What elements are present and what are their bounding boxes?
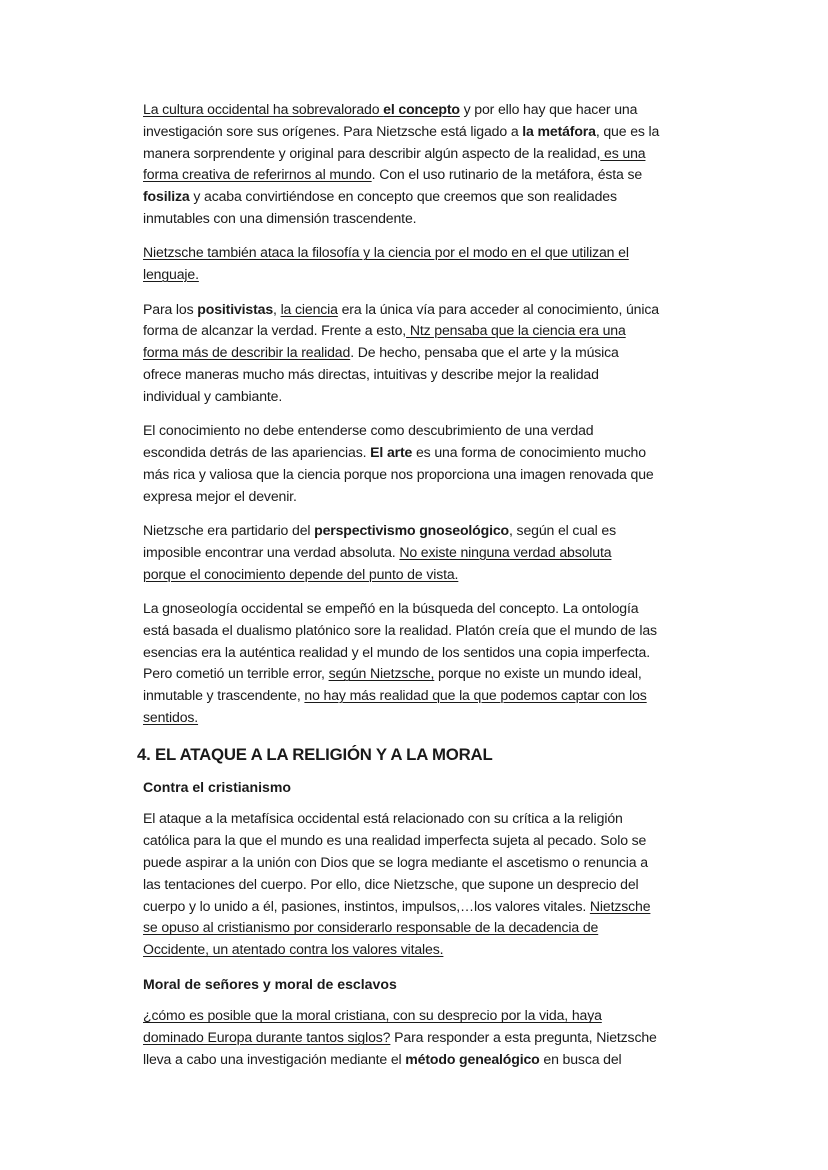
- text-line: [143, 830, 743, 852]
- bold-text: perspectivismo gnoseológico: [314, 521, 510, 538]
- text-run: las tentaciones del cuerpo. Por ello, dice Nietzsche, que supone un desprecio del: [143, 875, 639, 892]
- text-line: [143, 1005, 743, 1027]
- text-line: [143, 121, 743, 143]
- underlined-text: la ciencia: [280, 300, 338, 317]
- text-line: [143, 974, 743, 996]
- paragraph: [143, 242, 743, 286]
- text-run: ofrece maneras mucho más directas, intuitivas y describe mejor la realidad: [143, 365, 599, 382]
- text-run: , según el cual es: [509, 521, 617, 538]
- underlined-text: no hay más realidad que la que podemos captar con los: [304, 687, 647, 704]
- text-run: es una forma de conocimiento mucho: [412, 443, 646, 460]
- text-line: [143, 939, 743, 961]
- text-line: [143, 186, 743, 208]
- bold-text: método genealógico: [405, 1051, 540, 1068]
- text-run: está basada el dualismo platónico sore la realidad. Platón creía que el mundo de las: [143, 621, 657, 638]
- text-line: [143, 707, 743, 729]
- text-run: porque no existe un mundo ideal,: [434, 665, 642, 682]
- underlined-text: No existe ninguna verdad absoluta: [399, 543, 612, 560]
- underlined-text: Nietzsche también ataca la filosofía y la ciencia por el modo en el que utilizan el: [143, 244, 629, 261]
- text-line: [143, 99, 743, 121]
- text-line: [143, 542, 743, 564]
- text-line: [143, 264, 743, 286]
- text-line: [143, 777, 743, 799]
- text-line: [143, 364, 743, 386]
- text-run: lleva a cabo una investigación mediante el: [143, 1051, 406, 1068]
- text-line: [143, 663, 743, 685]
- underlined-text: dominado Europa durante tantos siglos?: [143, 1029, 391, 1046]
- text-line: [143, 642, 743, 664]
- text-run: en busca del: [539, 1051, 622, 1068]
- section-heading: [137, 743, 743, 767]
- text-line: [143, 852, 743, 874]
- text-run: manera sorprendente y original para describir algún aspecto de la realidad,: [143, 144, 601, 161]
- bold-text: la metáfora: [522, 122, 596, 139]
- underlined-text: sentidos.: [143, 708, 199, 725]
- text-run: escondida detrás de las apariencias.: [143, 443, 371, 460]
- underlined-text: porque el conocimiento depende del punto de vista.: [143, 565, 459, 582]
- text-run: cuerpo y lo unido a él, pasiones, instintos, impulsos,…los valores vitales.: [143, 897, 590, 914]
- text-line: [143, 386, 743, 408]
- underlined-text: La cultura occidental ha sobrevalorado: [143, 101, 384, 117]
- underlined-text: Occidente, un atentado contra los valores vitales.: [143, 941, 444, 958]
- bold-text: positivistas: [197, 300, 274, 317]
- text-run: individual y cambiante.: [143, 387, 283, 404]
- underlined-text: según Nietzsche,: [328, 665, 435, 682]
- underlined-text: Nietzsche: [589, 897, 651, 914]
- underlined-text: es una: [600, 144, 646, 161]
- text-run: . Con el uso rutinario de la metáfora, ésta se: [371, 166, 643, 183]
- text-run: inmutable y trascendente,: [143, 687, 305, 704]
- text-run: más rica y valiosa que la ciencia porque nos proporciona una imagen renovada que: [143, 465, 654, 482]
- text-run: inmutables con una dimensión trascendente.: [143, 209, 417, 226]
- underlined-text: se opuso al cristianismo por considerarlo responsable de la decadencia de: [143, 919, 599, 936]
- text-run: . De hecho, pensaba que el arte y la música: [350, 344, 619, 361]
- paragraph: [143, 598, 743, 729]
- text-run: La gnoseología occidental se empeñó en la búsqueda del concepto. La ontología: [143, 599, 639, 616]
- underlined-text: forma más de describir la realidad: [143, 344, 351, 361]
- text-run: El ataque a la metafísica occidental está relacionado con su crítica a la religión: [143, 810, 623, 827]
- bold-underlined-text: el concepto: [383, 101, 460, 117]
- text-line: [143, 442, 743, 464]
- text-line: [143, 486, 743, 508]
- text-line: [143, 896, 743, 918]
- text-run: forma de alcanzar la verdad. Frente a esto,: [143, 322, 407, 339]
- bold-text: El arte: [370, 443, 413, 460]
- paragraph: [143, 808, 743, 961]
- text-run: Moral de señores y moral de esclavos: [143, 975, 397, 992]
- document-page: [137, 99, 743, 1083]
- text-line: [143, 143, 743, 165]
- text-line: [143, 320, 743, 342]
- paragraph: [143, 420, 743, 507]
- text-line: [143, 620, 743, 642]
- subheading: [143, 777, 743, 799]
- text-run: Nietzsche era partidario del: [143, 521, 315, 538]
- text-run: esencias era la auténtica realidad y el mundo de los sentidos una copia imperfecta.: [143, 643, 650, 660]
- subheading: [143, 974, 743, 996]
- text-line: [143, 808, 743, 830]
- text-line: [143, 1027, 743, 1049]
- text-run: puede aspirar a la unión con Dios que se logra mediante el ascetismo o renuncia a: [143, 854, 648, 871]
- underlined-text: forma creativa de referirnos al mundo: [143, 166, 372, 183]
- text-run: 4. EL ATAQUE A LA RELIGIÓN Y A LA MORAL: [137, 744, 493, 764]
- text-run: , que es la: [595, 122, 660, 139]
- text-line: [143, 520, 743, 542]
- text-line: [143, 917, 743, 939]
- text-line: [143, 242, 743, 264]
- text-run: Para los: [143, 300, 198, 317]
- text-line: [143, 164, 743, 186]
- text-run: era la única vía para acceder al conocimiento, única: [337, 300, 659, 317]
- text-line: [137, 743, 743, 767]
- paragraph: [143, 1005, 743, 1070]
- text-line: [143, 1049, 743, 1071]
- text-run: ,: [273, 300, 281, 317]
- text-line: [143, 342, 743, 364]
- text-line: [143, 420, 743, 442]
- paragraph: [143, 99, 743, 230]
- text-run: expresa mejor el devenir.: [143, 487, 297, 504]
- text-run: Para responder a esta pregunta, Nietzsche: [390, 1029, 657, 1046]
- underlined-text: ¿cómo es posible que la moral cristiana, con su desprecio por la vida, haya: [143, 1007, 602, 1024]
- text-line: [143, 874, 743, 896]
- paragraph: [143, 299, 743, 408]
- text-run: Contra el cristianismo: [143, 778, 292, 795]
- text-line: [143, 464, 743, 486]
- paragraph: [143, 520, 743, 585]
- text-run: católica para la que el mundo es una realidad imperfecta sujeta al pecado. Solo se: [143, 832, 647, 849]
- text-run: y acaba convirtiéndose en concepto que creemos que son realidades: [189, 188, 617, 205]
- text-line: [143, 564, 743, 586]
- text-line: [143, 685, 743, 707]
- underlined-text: Ntz pensaba que la ciencia era una: [406, 322, 626, 339]
- underlined-text: lenguaje.: [143, 266, 199, 283]
- text-line: [143, 208, 743, 230]
- text-line: [143, 598, 743, 620]
- text-run: El conocimiento no debe entenderse como descubrimiento de una verdad: [143, 422, 594, 439]
- text-run: imposible encontrar una verdad absoluta.: [143, 543, 400, 560]
- text-run: investigación sore sus orígenes. Para Nietzsche está ligado a: [143, 122, 523, 139]
- text-run: y por ello hay que hacer una: [459, 101, 638, 117]
- text-run: Pero cometió un terrible error,: [143, 665, 329, 682]
- bold-text: fosiliza: [143, 188, 190, 205]
- text-line: [143, 299, 743, 321]
